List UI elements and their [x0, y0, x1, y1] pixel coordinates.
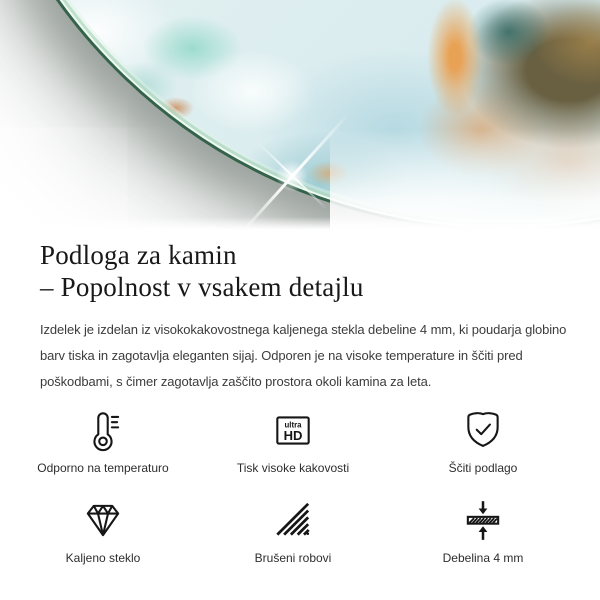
feature-label: Tisk visoke kakovosti [236, 461, 350, 475]
feature-thickness [388, 497, 578, 565]
ultra-hd-text-top: ultra [284, 420, 302, 430]
product-image [0, 0, 600, 231]
ultra-hd-text-bottom: HD [283, 427, 303, 443]
ultra-hd-icon [270, 407, 316, 453]
brushed-edges-icon [270, 497, 316, 543]
feature-label: Ščiti podlago [448, 461, 518, 475]
feature-surface-protection [388, 407, 578, 475]
feature-tempered-glass [8, 497, 198, 565]
thickness-arrows-icon [460, 497, 506, 543]
product-description: Izdelek je izdelan iz visokokakovostnega kaljenega stekla debeline 4 mm, ki poudarja globino barv tiska in zagotavlja eleganten sijaj. Odporen je na visoke temperature in ščiti pred poškodbami, s čimer zagotavlja zaščito prostora okoli kamina za leta. [40, 322, 567, 389]
image-white-fade-bottom [0, 217, 600, 231]
title-line-1: Podloga za kamin [40, 240, 237, 270]
thermometer-icon [80, 407, 126, 453]
feature-label: Debelina 4 mm [442, 551, 524, 565]
feature-polished-edges [198, 497, 388, 565]
feature-temperature-resistance [8, 407, 198, 475]
sparkle-glow [276, 160, 308, 192]
diamond-icon [80, 497, 126, 543]
feature-label: Brušeni robovi [254, 551, 332, 565]
shield-check-icon [460, 407, 506, 453]
title-line-2: – Popolnost v vsakem detajlu [40, 272, 364, 302]
page-title [0, 239, 600, 303]
feature-print-quality [198, 407, 388, 475]
feature-grid [0, 407, 600, 565]
feature-label: Kaljeno steklo [65, 551, 141, 565]
image-white-fade [330, 105, 600, 231]
feature-label: Odporno na temperaturo [37, 461, 169, 475]
